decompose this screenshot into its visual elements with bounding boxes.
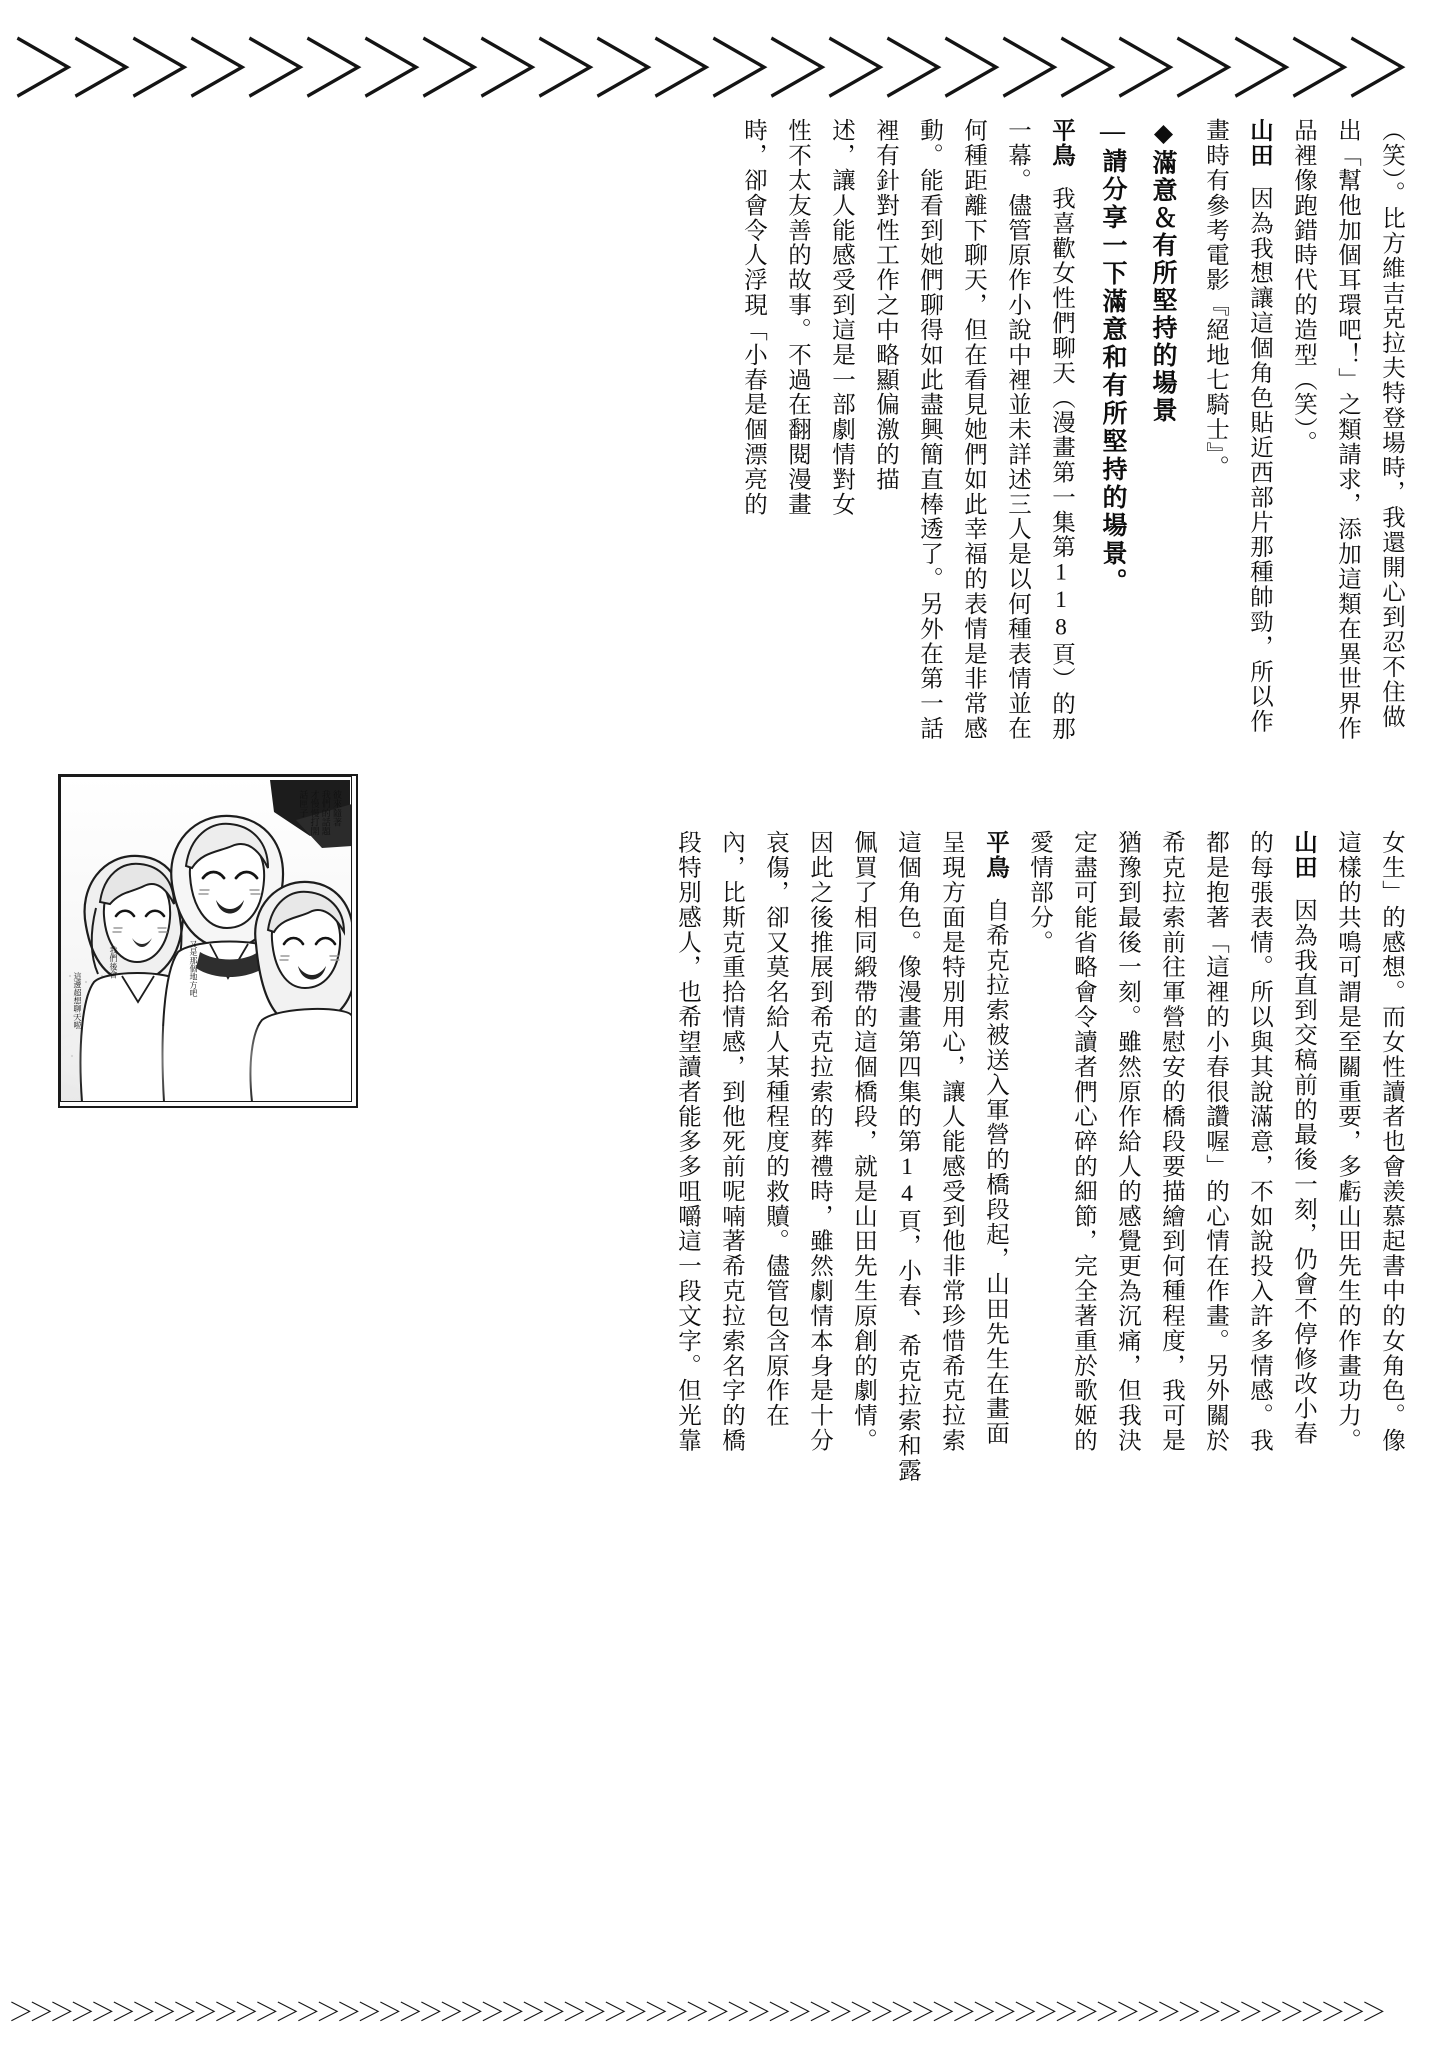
text-column-14: 性不太友善的故事。不過在翻閱漫畫 (784, 118, 810, 517)
chevron-glyph: ＞ (766, 2000, 793, 2026)
chevron-glyph: ＞ (69, 2000, 96, 2026)
text-column-25 (976, 830, 1014, 1970)
chevron-glyph: ＞ (459, 2000, 486, 2026)
chevron-glyph: ＞ (930, 2000, 957, 2026)
chevron-glyph: ＞ (131, 2000, 158, 2026)
text-column-31: 內，比斯克重拾情感，到他死前呢喃著希克拉索名字的橋 (718, 830, 744, 1453)
text-column-2: 出「幫他加個耳環吧！」之類請求，添加這類在異世界作 (1334, 118, 1360, 741)
chevron-glyph: ＞ (28, 2000, 55, 2026)
chevron-glyph: ＞ (1135, 2000, 1162, 2026)
chevron-glyph: ＞ (1110, 34, 1183, 104)
text-column-22: 猶豫到最後一刻。雖然原作給人的感覺更為沉痛，但我決 (1114, 830, 1140, 1453)
speaker-line-yamada-1: 因為我想讓這個角色貼近西部片那種帥勁，所以作 (1246, 185, 1272, 734)
chevron-glyph: ＞ (49, 2000, 76, 2026)
chevron-glyph: ＞ (1217, 2000, 1244, 2026)
manga-bubble-text-2: 我們後會 (109, 946, 118, 979)
chevron-glyph: ＞ (588, 34, 661, 104)
chevron-glyph: ＞ (994, 34, 1067, 104)
chevron-glyph: ＞ (520, 2000, 547, 2026)
text-column-20: 都是抱著「這裡的小春很讚喔」的心情在作畫。另外關於 (1202, 830, 1228, 1453)
chevron-glyph: ＞ (1284, 34, 1357, 104)
chevron-glyph: ＞ (233, 2000, 260, 2026)
chevron-glyph: ＞ (336, 2000, 363, 2026)
chevron-glyph: ＞ (1340, 2000, 1367, 2026)
speaker-name-hiratori-1: 平鳥 (1048, 118, 1074, 168)
text-column-8 (1042, 118, 1080, 818)
bottom-chevron-border (0, 2000, 1440, 2026)
text-column-11: 動。能看到她們聊得如此盡興簡直棒透了。另外在第一話 (916, 118, 942, 741)
text-column-23: 定盡可能省略會令讀者們心碎的細節，完全著重於歌姬的 (1070, 830, 1096, 1453)
chevron-glyph: ＞ (787, 2000, 814, 2026)
text-column-27: 這個角色。像漫畫第四集的第14頁，小春、希克拉索和露 (894, 830, 920, 1483)
chevron-glyph: ＞ (192, 2000, 219, 2026)
chevron-glyph: ＞ (664, 2000, 691, 2026)
text-column-13: 述，讓人能感受到這是一部劇情對女 (828, 118, 854, 517)
text-column-26: 呈現方面是特別用心，讓人能感受到他非常珍惜希克拉索 (938, 830, 964, 1453)
chevron-glyph: ＞ (295, 2000, 322, 2026)
chevron-glyph: ＞ (254, 2000, 281, 2026)
chevron-glyph: ＞ (66, 34, 139, 104)
chevron-glyph: ＞ (828, 2000, 855, 2026)
chevron-glyph: ＞ (1053, 2000, 1080, 2026)
manga-illustration-panel (58, 774, 358, 1108)
text-column-12: 裡有針對性工作之中略顯偏激的描 (872, 118, 898, 492)
chevron-glyph: ＞ (1176, 2000, 1203, 2026)
chevron-glyph: ＞ (472, 34, 545, 104)
speaker-line-hiratori-2: 自希克拉索被送入軍營的橋段起，山田先生在畫面 (982, 897, 1008, 1446)
chevron-glyph: ＞ (418, 2000, 445, 2026)
chevron-glyph: ＞ (151, 2000, 178, 2026)
text-column-29: 因此之後推展到希克拉索的葬禮時，雖然劇情本身是十分 (806, 830, 832, 1453)
chevron-glyph: ＞ (182, 34, 255, 104)
speaker-name-yamada-2: 山田 (1290, 830, 1316, 880)
speaker-name-hiratori-2: 平鳥 (982, 830, 1008, 880)
chevron-glyph: ＞ (1320, 2000, 1347, 2026)
manga-bubble-text-4: 又是那個地方吧 (189, 940, 198, 998)
chevron-glyph: ＞ (561, 2000, 588, 2026)
chevron-glyph: ＞ (1238, 2000, 1265, 2026)
chevron-glyph: ＞ (315, 2000, 342, 2026)
chevron-glyph: ＞ (1115, 2000, 1142, 2026)
chevron-glyph: ＞ (1197, 2000, 1224, 2026)
question-heading: —請分享一下滿意和有所堅持的場景。 (1099, 118, 1126, 596)
text-column-19: 的每張表情。所以與其說滿意，不如說投入許多情感。我 (1246, 830, 1272, 1453)
chevron-glyph: ＞ (1094, 2000, 1121, 2026)
text-column-15: 時，卻會令人浮現「小春是個漂亮的 (740, 118, 766, 517)
chevron-glyph: ＞ (274, 2000, 301, 2026)
chevron-glyph: ＞ (1033, 2000, 1060, 2026)
chevron-glyph: ＞ (479, 2000, 506, 2026)
chevron-glyph: ＞ (1342, 34, 1415, 104)
chevron-glyph: ＞ (356, 2000, 383, 2026)
chevron-glyph: ＞ (746, 2000, 773, 2026)
text-column-3: 品裡像跑錯時代的造型（笑）。 (1290, 118, 1316, 455)
chevron-glyph: ＞ (602, 2000, 629, 2026)
chevron-glyph: ＞ (1361, 2000, 1388, 2026)
text-column-16: 女生」的感想。而女性讀者也會羨慕起書中的女角色。像 (1378, 830, 1404, 1453)
chevron-glyph: ＞ (240, 34, 313, 104)
chevron-glyph: ＞ (397, 2000, 424, 2026)
chevron-glyph: ＞ (820, 34, 893, 104)
chevron-glyph: ＞ (541, 2000, 568, 2026)
chevron-glyph: ＞ (1168, 34, 1241, 104)
manga-bubble-text-1: 彼來隨著 我們的話題 才慢慢打開 話匣子 (298, 790, 342, 836)
text-column-9: 一幕。儘管原作小說中裡並未詳述三人是以何種表情並在 (1004, 118, 1030, 741)
chevron-glyph: ＞ (582, 2000, 609, 2026)
chevron-glyph: ＞ (1012, 2000, 1039, 2026)
chevron-glyph: ＞ (124, 34, 197, 104)
chevron-glyph: ＞ (1074, 2000, 1101, 2026)
chevron-glyph: ＞ (1258, 2000, 1285, 2026)
chevron-glyph: ＞ (298, 34, 371, 104)
chevron-glyph: ＞ (971, 2000, 998, 2026)
chevron-glyph: ＞ (172, 2000, 199, 2026)
article-content (30, 118, 1410, 1988)
chevron-glyph: ＞ (705, 2000, 732, 2026)
chevron-glyph: ＞ (1226, 34, 1299, 104)
chevron-glyph: ＞ (910, 2000, 937, 2026)
speaker-line-hiratori-1: 我喜歡女性們聊天（漫畫第一集第118頁）的那 (1048, 185, 1074, 742)
chevron-glyph: ＞ (762, 34, 835, 104)
chevron-glyph: ＞ (869, 2000, 896, 2026)
section-heading-satisfaction: ◆滿意＆有所堅持的場景 (1149, 118, 1176, 425)
chevron-glyph: ＞ (807, 2000, 834, 2026)
chevron-glyph: ＞ (646, 34, 719, 104)
chevron-glyph: ＞ (936, 34, 1009, 104)
text-column-21: 希克拉索前往軍營慰安的橋段要描繪到何種程度，我可是 (1158, 830, 1184, 1453)
chevron-glyph: ＞ (623, 2000, 650, 2026)
chevron-glyph: ＞ (8, 34, 81, 104)
text-column-18 (1284, 830, 1322, 1970)
chevron-glyph: ＞ (8, 2000, 35, 2026)
chevron-glyph: ＞ (90, 2000, 117, 2026)
chevron-glyph: ＞ (213, 2000, 240, 2026)
manga-bubble-text-3: 這邊超想聊天啦 (73, 972, 82, 1030)
chevron-glyph: ＞ (377, 2000, 404, 2026)
chevron-glyph: ＞ (643, 2000, 670, 2026)
text-column-17: 這樣的共鳴可謂是至關重要，多虧山田先生的作畫功力。 (1334, 830, 1360, 1453)
text-column-1: （笑）。比方維吉克拉夫特登場時，我還開心到忍不住做 (1378, 118, 1404, 729)
chevron-glyph: ＞ (356, 34, 429, 104)
chevron-glyph: ＞ (848, 2000, 875, 2026)
chevron-glyph: ＞ (530, 34, 603, 104)
chevron-glyph: ＞ (951, 2000, 978, 2026)
chevron-glyph: ＞ (1156, 2000, 1183, 2026)
text-column-24: 愛情部分。 (1026, 830, 1052, 955)
text-column-32: 段特別感人，也希望讀者能多多咀嚼這一段文字。但光靠 (674, 830, 700, 1453)
chevron-glyph: ＞ (704, 34, 777, 104)
text-column-28: 佩買了相同緞帶的這個橋段，就是山田先生原創的劇情。 (850, 830, 876, 1453)
text-column-30: 哀傷，卻又莫名給人某種程度的救贖。儘管包含原作在 (762, 830, 788, 1428)
text-column-5: 畫時有參考電影『絕地七騎士』。 (1202, 118, 1228, 480)
speaker-name-yamada-1: 山田 (1246, 118, 1272, 168)
chevron-glyph: ＞ (992, 2000, 1019, 2026)
chevron-glyph: ＞ (684, 2000, 711, 2026)
chevron-glyph: ＞ (414, 34, 487, 104)
chevron-glyph: ＞ (1299, 2000, 1326, 2026)
chevron-glyph: ＞ (889, 2000, 916, 2026)
chevron-glyph: ＞ (1279, 2000, 1306, 2026)
top-chevron-border (0, 34, 1440, 104)
chevron-glyph: ＞ (1052, 34, 1125, 104)
text-column-4 (1240, 118, 1278, 818)
chevron-glyph: ＞ (500, 2000, 527, 2026)
text-column-10: 何種距離下聊天，但在看見她們如此幸福的表情是非常感 (960, 118, 986, 741)
chevron-glyph: ＞ (110, 2000, 137, 2026)
speaker-line-yamada-2: 因為我直到交稿前的最後一刻，仍會不停修改小春 (1290, 897, 1316, 1446)
chevron-glyph: ＞ (878, 34, 951, 104)
chevron-glyph: ＞ (725, 2000, 752, 2026)
chevron-glyph: ＞ (438, 2000, 465, 2026)
